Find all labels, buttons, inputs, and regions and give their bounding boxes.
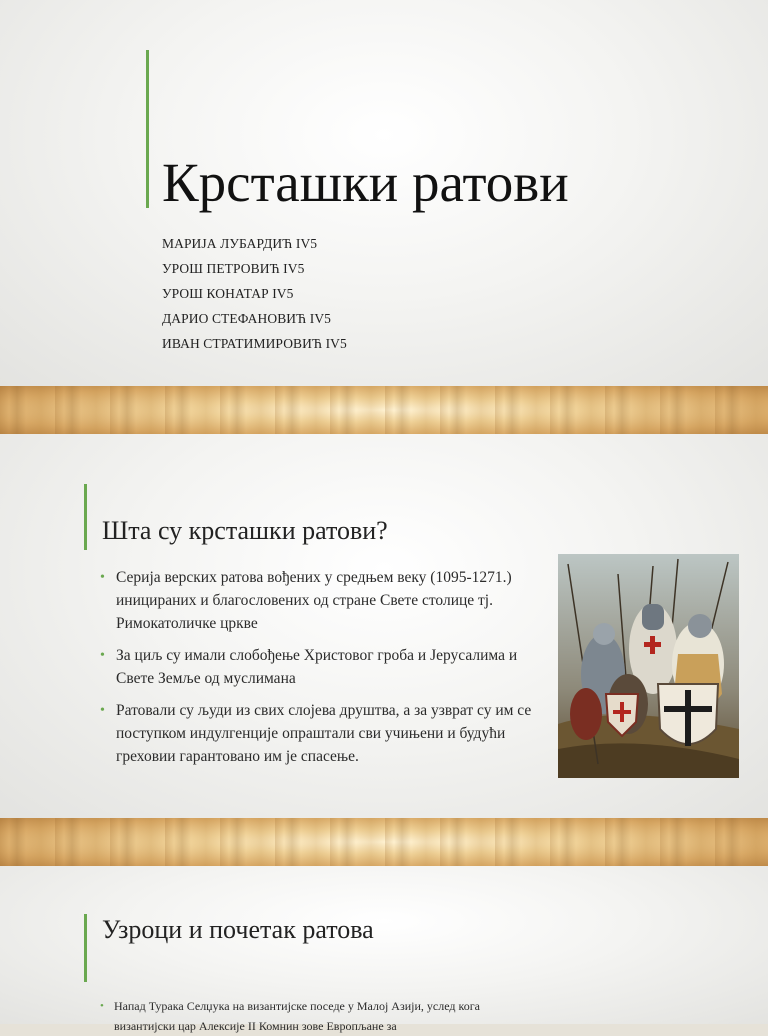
presentation-title: Крсташки ратови [162, 152, 569, 213]
bullet-text: Напад Турака Селџука на византијске поседе у Малој Азији, услед кога [114, 999, 480, 1013]
bullet-item [100, 644, 540, 690]
bullet-text: За циљ су имали слобођење Христовог гроба и Јерусалима и Свете Земље од муслимана [116, 647, 518, 687]
slide-title: Узроци и почетак ратова [102, 915, 374, 944]
bullet-text: Ратовали су људи из свих слојева друштва, а за узврат су им се поступком индулгенције опраштали сви учињени и будући греховии гарантовано им је спасење. [116, 702, 532, 765]
bullet-item [100, 566, 540, 635]
slide-title: Шта су крсташки ратови? [102, 516, 388, 545]
bullet-list [100, 996, 560, 1016]
author-list [162, 231, 347, 356]
author-item: УРОШ КОНАТАР IV5 [162, 286, 294, 301]
bullet-icon: • [100, 570, 105, 585]
bullet-item [100, 699, 540, 768]
author-item: УРОШ ПЕТРОВИЋ IV5 [162, 261, 305, 276]
slide-separator [0, 818, 768, 866]
bullet-item [100, 996, 560, 1016]
slide-separator [0, 386, 768, 434]
bullet-icon: • [100, 703, 105, 718]
accent-bar [146, 50, 149, 208]
bullet-icon: • [100, 1000, 104, 1012]
bullet-text: Серија верских ратова вођених у средњем веку (1095-1271.) иницираних и благословених од стране Свете столице тј. Римокатоличке цркве [116, 569, 512, 632]
author-item: ИВАН СТРАТИМИРОВИЋ IV5 [162, 336, 347, 351]
bullet-icon: • [100, 648, 105, 663]
bullet-text-partial: византијски цар Алексије II Комнин зове Европљане за [114, 1019, 397, 1033]
title-slide [0, 0, 768, 386]
bullet-list [100, 566, 540, 777]
accent-bar [84, 484, 87, 550]
accent-bar [84, 914, 87, 982]
author-item: МАРИЈА ЛУБАРДИЋ IV5 [162, 236, 318, 251]
crusader-knights-image [558, 554, 739, 778]
author-item: ДАРИО СТЕФАНОВИЋ IV5 [162, 311, 332, 326]
